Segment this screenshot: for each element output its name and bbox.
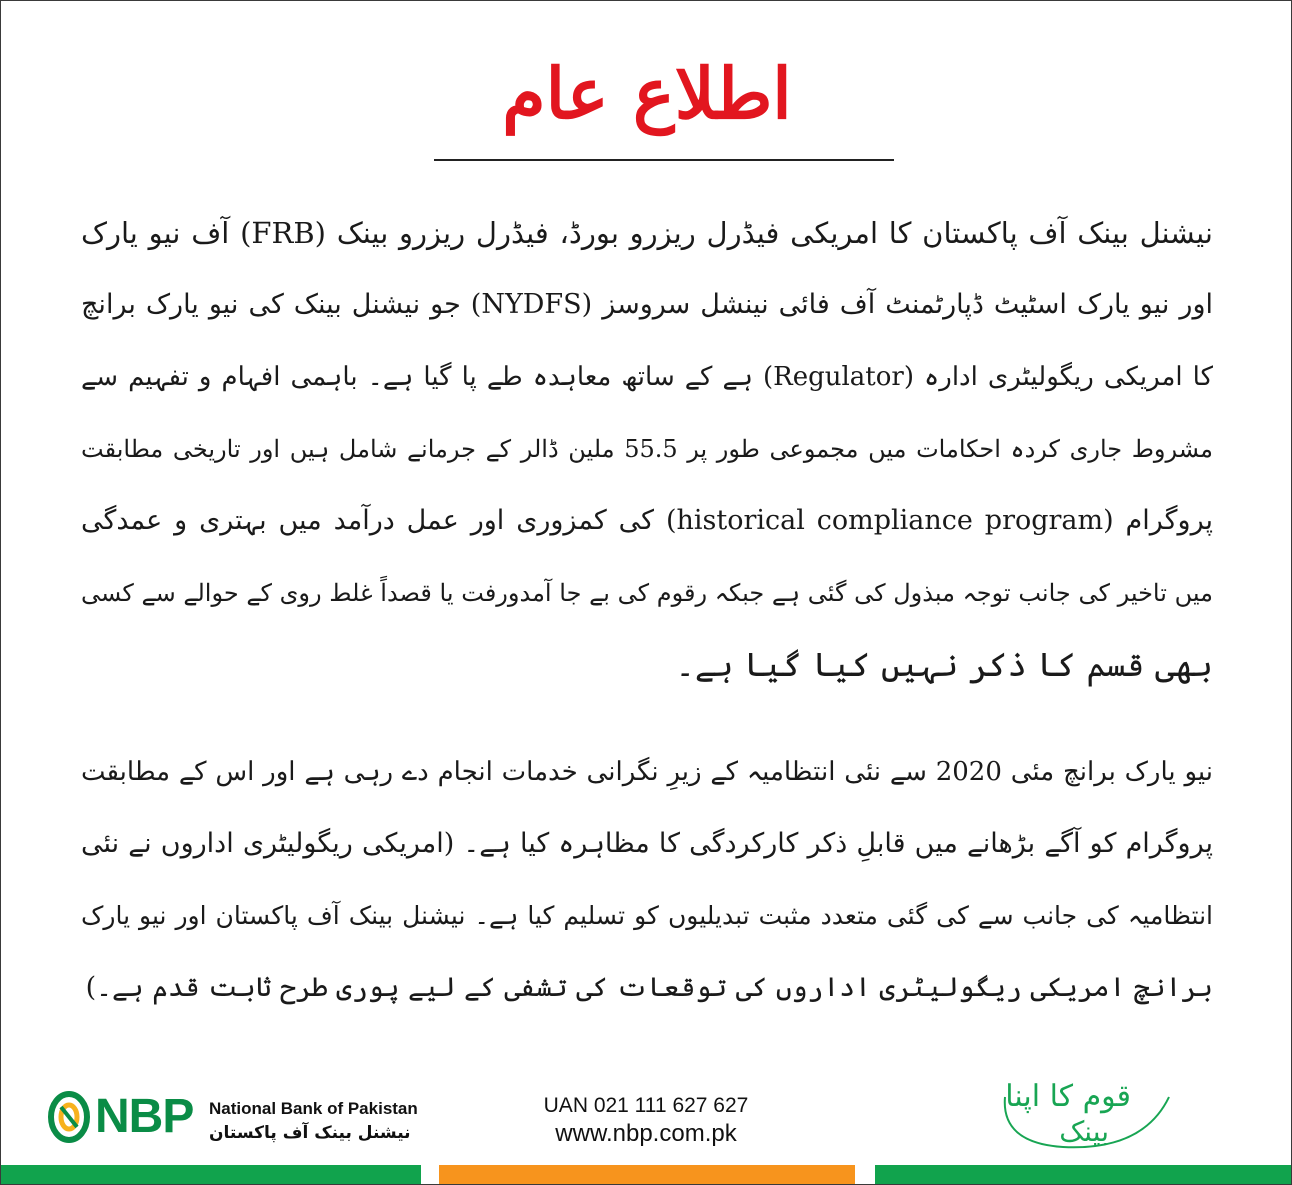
notice-paragraph-2 <box>81 736 1213 1024</box>
uan-number: UAN 021 111 627 627 <box>543 1094 749 1117</box>
paragraph-line: پروگرام (historical compliance program) کی کمزوری اور عمل درآمد میں بہتری و عمدگی <box>81 505 1213 536</box>
paragraph-line: انتظامیہ کی جانب سے کی گئی متعدد مثبت تبدیلیوں کو تسلیم کیا ہے۔ نیشنل بینک آف پاکستان اور نیو یارک <box>81 901 1213 930</box>
title-underline <box>434 159 894 161</box>
website-link[interactable]: www.nbp.com.pk <box>555 1120 737 1147</box>
footer-stripe-green-left <box>1 1165 421 1184</box>
paragraph-line: نیشنل بینک آف پاکستان کا امریکی فیڈرل ریزرو بورڈ، فیڈرل ریزرو بینک (FRB) آف نیو یارک <box>81 216 1213 250</box>
paragraph-line: کا امریکی ریگولیٹری ادارہ (Regulator) ہے کے ساتھ معاہدہ طے پا گیا ہے۔ باہمی افہام و تفہیم سے <box>81 362 1213 392</box>
footer-stripe-green-right <box>875 1165 1291 1184</box>
paragraph-line: نیو یارک برانچ مئی 2020 سے نئی انتظامیہ کے زیرِ نگرانی خدمات انجام دے رہی ہے اور اس کے مطابقت <box>81 757 1213 787</box>
paragraph-line: اور نیو یارک اسٹیٹ ڈپارٹمنٹ آف فائی نینشل سروسز (NYDFS) جو نیشنل بینک کی نیو یارک برانچ <box>81 289 1213 320</box>
paragraph-line: مشروط جاری کردہ احکامات میں مجموعی طور پر 55.5 ملین ڈالر کے جرمانے شامل ہیں اور تاریخی مطابقت <box>81 435 1213 463</box>
notice-title: اطلاع عام <box>502 52 792 135</box>
nbp-logo-text: NBP <box>95 1090 194 1143</box>
paragraph-line: بھی قسم کا ذکر نہیں کیا گیا ہے۔ <box>675 645 1213 684</box>
nbp-logo <box>47 1087 197 1151</box>
paragraph-line: برانچ امریکی ریگولیٹری اداروں کی توقعات کی تشفی کے لیے پوری طرح ثابت قدم ہے۔) <box>85 972 1213 1003</box>
tagline-line-1: قوم کا اپنا <box>1005 1079 1131 1114</box>
bank-name-urdu: نیشنل بینک آف پاکستان <box>209 1123 411 1143</box>
tagline <box>986 1077 1161 1159</box>
footer-stripe-orange <box>439 1165 855 1184</box>
paragraph-line: پروگرام کو آگے بڑھانے میں قابلِ ذکر کارکردگی کا مظاہرہ کیا ہے۔ (امریکی ریگولیٹری اداروں نے نئی <box>81 828 1213 859</box>
bank-name-english: National Bank of Pakistan <box>209 1099 418 1118</box>
contact-info <box>521 1093 771 1149</box>
tagline-line-2: بینک <box>1059 1115 1109 1148</box>
notice-paragraph-1 <box>81 197 1213 701</box>
paragraph-line: میں تاخیر کی جانب توجہ مبذول کی گئی ہے جبکہ رقوم کی بے جا آمدورفت یا قصداً غلط روی کے حوالے سے کسی <box>81 579 1213 607</box>
nbp-emblem-icon <box>47 1089 91 1145</box>
